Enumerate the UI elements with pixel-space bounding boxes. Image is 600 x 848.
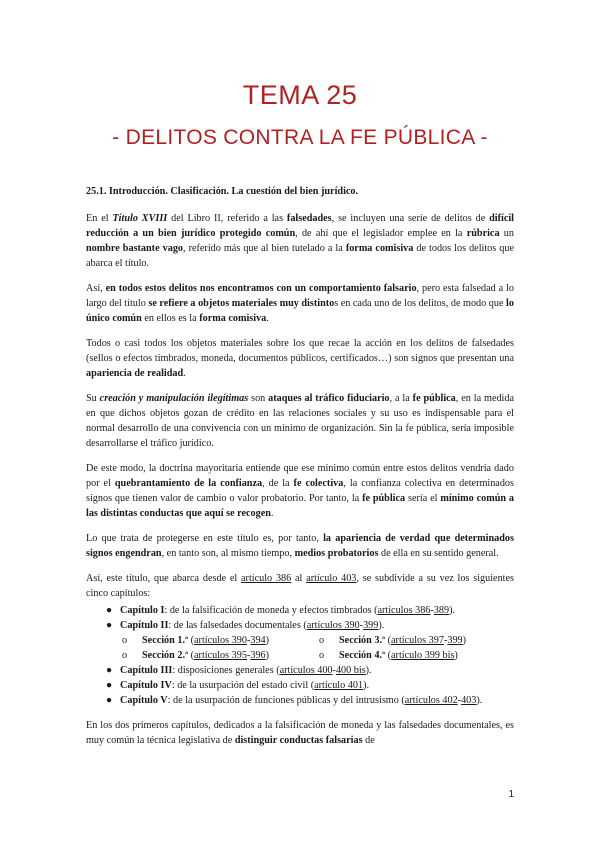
paragraph-1: [86, 211, 514, 271]
text: , referido más que al bien tutelado a la: [183, 243, 346, 254]
article-link[interactable]: artículos 386: [377, 605, 431, 616]
chapter-list: [86, 603, 514, 708]
text: , pero esta falsedad a lo largo del título: [86, 283, 514, 309]
text: en ellos es la: [141, 313, 200, 324]
section-name: Sección 2.ª: [142, 650, 189, 661]
text: -: [430, 605, 434, 616]
article-link[interactable]: 403: [461, 695, 477, 706]
chapter-name: Capítulo I: [120, 605, 165, 616]
text: -: [457, 695, 462, 706]
article-link[interactable]: 399: [363, 620, 379, 631]
list-item: [120, 648, 317, 663]
paragraph-4: [86, 391, 514, 451]
article-link[interactable]: artículos 402: [404, 695, 458, 706]
text: (: [188, 635, 195, 646]
article-link[interactable]: artículos 397: [391, 635, 444, 646]
bold-text: ataques al tráfico fiduciario: [268, 393, 390, 404]
bullet-icon: ●: [106, 665, 113, 676]
text: ): [265, 650, 270, 661]
text: , se incluyen una serie de delitos de: [331, 213, 490, 224]
text: ).: [449, 605, 456, 616]
bold-text: distinguir conductas falsarias: [234, 735, 363, 746]
text: (: [385, 650, 392, 661]
article-link[interactable]: 399: [447, 635, 463, 646]
bold-text: nombre bastante vago: [86, 243, 184, 254]
bold-text: apariencia de realidad: [86, 368, 184, 379]
list-item: [317, 648, 514, 663]
text: : de la falsificación de moneda y efectos timbrados (: [164, 605, 378, 616]
text: , en tanto son, al mismo tiempo,: [161, 548, 295, 559]
bold-text: Título XVIII: [112, 213, 168, 224]
section-list: [86, 633, 514, 663]
paragraph-3: [86, 336, 514, 381]
text: ).: [363, 680, 370, 691]
text: (: [385, 635, 392, 646]
text: del Libro II, referido a las: [167, 213, 287, 224]
text: En el: [86, 213, 113, 224]
text: -: [246, 635, 251, 646]
bold-text: fe pública: [362, 493, 406, 504]
text: de: [362, 735, 375, 746]
bold-text: forma comisiva: [345, 243, 414, 254]
text: al: [291, 573, 307, 584]
article-link[interactable]: artículo 401: [314, 680, 364, 691]
bold-text: en todos estos delitos nos encontramos con un comportamiento falsario: [105, 283, 417, 294]
text: , de la: [262, 478, 294, 489]
sub-bullet-icon: o: [122, 635, 128, 646]
bold-text: fe colectiva: [293, 478, 344, 489]
text: Lo que trata de protegerse en este título es, por tanto,: [86, 533, 324, 544]
bullet-icon: ●: [106, 605, 113, 616]
text: ).: [378, 620, 385, 631]
text: , de ahí que el legislador emplee en la: [295, 228, 467, 239]
article-link[interactable]: 394: [250, 635, 266, 646]
chapter-name: Capítulo II: [120, 620, 169, 631]
section-grid: [86, 633, 514, 663]
bold-text: difícil reducción a un bien jurídico protegido común: [86, 213, 515, 239]
article-link[interactable]: artículos 400: [279, 665, 333, 676]
text: de ella en su sentido general.: [378, 548, 499, 559]
bold-text: forma comisiva: [199, 313, 267, 324]
text: ).: [365, 665, 372, 676]
text: de todos los delitos que abarca el título.: [86, 243, 514, 269]
bold-text: lo único común: [86, 298, 514, 324]
section-name: Sección 3.ª: [339, 635, 386, 646]
text: : disposiciones generales (: [172, 665, 280, 676]
text: ): [462, 635, 467, 646]
text: -: [246, 650, 251, 661]
paragraph-6: [86, 531, 514, 561]
page-number: 1: [508, 789, 514, 800]
bold-text: falsedades: [286, 213, 332, 224]
bullet-icon: ●: [106, 680, 113, 691]
text: : de la usurpación de funciones públicas y del intrusismo (: [167, 695, 405, 706]
list-item: [120, 633, 317, 648]
bold-text: fe pública: [412, 393, 456, 404]
sub-bullet-icon: o: [122, 650, 128, 661]
document-body: [86, 184, 514, 758]
text: De este modo, la doctrina mayoritaria entiende que ese mínimo común entre estos delitos vendría dado por el: [86, 463, 514, 489]
article-link[interactable]: artículos 390: [194, 635, 247, 646]
list-item: [86, 678, 514, 693]
text: ): [265, 635, 270, 646]
text: Todos o casi todos los objetos materiales sobre los que recae la acción en los delitos de falsedades (sellos o efectos timbrados, moneda, documentos públicos, certificados…) son signos que presentan una: [86, 338, 514, 364]
article-link[interactable]: artículo 399 bis: [391, 650, 455, 661]
page-subtitle: - DELITOS CONTRA LA FE PÚBLICA -: [112, 126, 488, 149]
section-heading: 25.1. Introducción. Clasificación. La cuestión del bien jurídico.: [86, 186, 359, 197]
text: ): [454, 650, 458, 661]
text: , a la: [389, 393, 413, 404]
text: , se subdivide a su vez los siguientes cinco capítulos:: [86, 573, 514, 599]
chapter-name: Capítulo IV: [120, 680, 172, 691]
text: -: [359, 620, 364, 631]
text: .: [270, 508, 274, 519]
article-link[interactable]: 389: [433, 605, 450, 616]
bold-text: rúbrica: [466, 228, 500, 239]
paragraph-7: [86, 571, 514, 601]
text: son: [248, 393, 269, 404]
article-link[interactable]: artículo 403: [306, 573, 357, 584]
text: : de las falsedades documentales (: [168, 620, 307, 631]
text: Su: [86, 393, 100, 404]
section-name: Sección 4.ª: [339, 650, 386, 661]
list-item: [86, 663, 514, 678]
bullet-icon: ●: [106, 695, 113, 706]
text: s en cada uno de los delitos, de modo que: [334, 298, 507, 309]
bullet-icon: ●: [106, 620, 113, 631]
text: : de la usurpación del estado civil (: [171, 680, 315, 691]
article-link[interactable]: artículos 390: [306, 620, 360, 631]
article-link[interactable]: 400 bis: [335, 665, 366, 676]
text: Así,: [86, 283, 106, 294]
text: -: [443, 635, 448, 646]
text: , en la medida en que dichos objetos gozan de crédito en las relaciones sociales y su uso es indispensable para el normal desarrollo de una convivencia con un mínimo de organización. Sin la fe pública, sería imposible desarrollarse el tráfico jurídico.: [86, 393, 515, 449]
paragraph-5: [86, 461, 514, 521]
bold-text: se refiere a objetos materiales muy distinto: [148, 298, 335, 309]
text: un: [499, 228, 514, 239]
sub-bullet-icon: o: [319, 650, 325, 661]
bold-text: mínimo común a las distintas conductas que aquí se recogen: [86, 493, 514, 519]
sub-bullet-icon: o: [319, 635, 325, 646]
text: En los dos primeros capítulos, dedicados a la falsificación de moneda y las falsedades documentales, es muy común la técnica legislativa de: [86, 720, 514, 746]
article-link[interactable]: artículos 395: [194, 650, 247, 661]
text: .: [183, 368, 186, 379]
bold-text: la apariencia de verdad que determinados signos engendran: [86, 533, 514, 559]
chapter-name: Capítulo III: [120, 665, 173, 676]
paragraph-8: [86, 718, 514, 748]
bold-italic-text: creación y manipulación ilegítimas: [99, 393, 249, 404]
chapter-name: Capítulo V: [120, 695, 168, 706]
article-link[interactable]: 396: [250, 650, 266, 661]
section-name: Sección 1.ª: [142, 635, 189, 646]
text: ).: [476, 695, 483, 706]
bold-text: quebrantamiento de la confianza: [114, 478, 263, 489]
text: sería el: [405, 493, 441, 504]
text: (: [188, 650, 195, 661]
text: .: [266, 313, 269, 324]
list-item: [86, 603, 514, 618]
text: -: [332, 665, 336, 676]
page-title: TEMA 25: [242, 80, 358, 110]
list-item: [86, 693, 514, 708]
bold-text: medios probatorios: [294, 548, 379, 559]
article-link[interactable]: artículo 386: [241, 573, 292, 584]
text: , la confianza colectiva en determinados signos que tienen valor de cambio o valor probatorio. Por tanto, la: [86, 478, 514, 504]
list-item: [86, 618, 514, 633]
text: Así, este título, que abarca desde el: [86, 573, 242, 584]
list-item: [317, 633, 514, 648]
paragraph-2: [86, 281, 514, 326]
